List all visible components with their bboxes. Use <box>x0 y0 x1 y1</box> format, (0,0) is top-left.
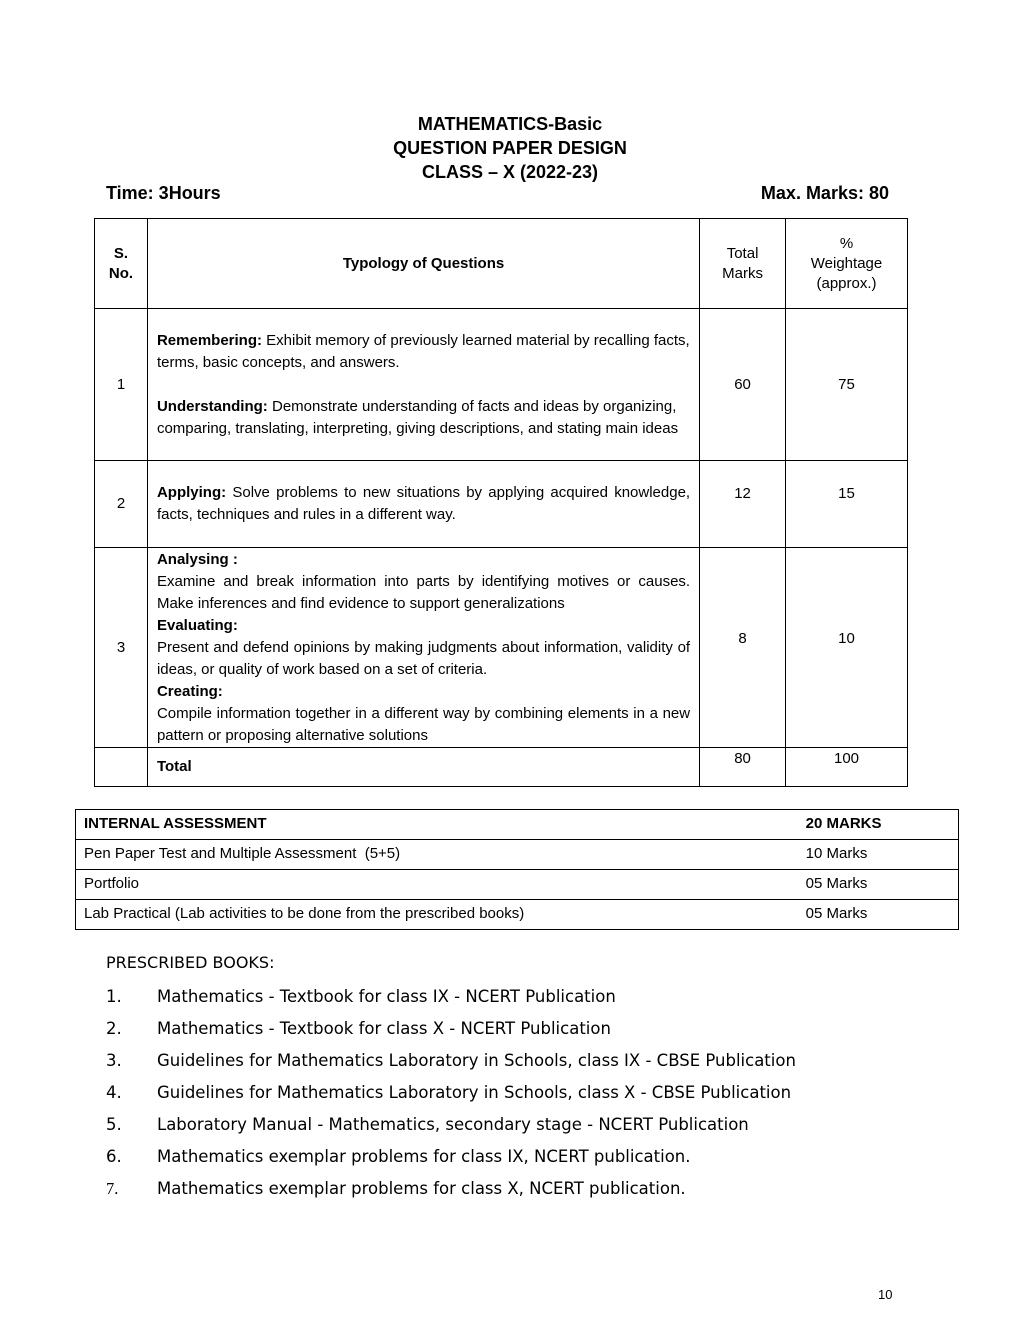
list-item: 3. Guidelines for Mathematics Laboratory in Schools, class IX - CBSE Publication <box>106 1051 796 1070</box>
header-weightage: % Weightage (approx.) <box>786 219 908 309</box>
total-row <box>95 748 908 787</box>
table-row <box>76 840 959 870</box>
table-row <box>95 548 908 748</box>
header-typology: Typology of Questions <box>147 219 699 309</box>
header-sno: S. No. <box>95 219 148 309</box>
document-title: MATHEMATICS-Basic <box>417 114 603 134</box>
time-label: Time: 3Hours <box>106 183 221 203</box>
typology-cell <box>147 548 699 748</box>
row-weightage: 10 <box>786 548 908 748</box>
assessment-item-marks: 10 Marks <box>798 840 959 870</box>
remembering-text: Remembering: Exhibit memory of previously learned material by recalling facts, terms, basic concepts, and answers. <box>156 331 690 371</box>
row-sno: 3 <box>95 548 148 748</box>
evaluating-label: Evaluating: <box>156 616 238 634</box>
creating-label: Creating: <box>156 682 223 700</box>
total-sno-empty <box>95 748 148 787</box>
assessment-header-row <box>76 810 959 840</box>
assessment-header-label: INTERNAL ASSESSMENT <box>76 810 798 840</box>
page-number: 10 <box>878 1287 893 1302</box>
assessment-item-label: Lab Practical (Lab activities to be done from the prescribed books) <box>76 900 798 930</box>
assessment-item-marks: 05 Marks <box>798 870 959 900</box>
row-marks: 12 <box>700 461 786 548</box>
list-item: 7. Mathematics exemplar problems for class X, NCERT publication. <box>106 1179 686 1198</box>
assessment-item-label: Portfolio <box>76 870 798 900</box>
row-weightage: 75 <box>786 309 908 461</box>
max-marks-label: Max. Marks: 80 <box>760 183 889 203</box>
row-marks: 8 <box>700 548 786 748</box>
understanding-text: Understanding: Demonstrate understanding of facts and ideas by organizing, comparing, translating, interpreting, giving descriptions, and stating main ideas <box>156 397 679 437</box>
prescribed-books <box>106 951 796 1205</box>
analysing-label: Analysing : <box>156 550 238 568</box>
typology-cell <box>147 309 699 461</box>
applying-text: Solve problems to new situations by applying acquired knowledge, facts, techniques and rules in a different way. <box>156 484 691 523</box>
row-marks: 60 <box>700 309 786 461</box>
table-row <box>95 461 908 548</box>
list-item: 2. Mathematics - Textbook for class X - NCERT Publication <box>106 1019 611 1038</box>
total-marks: 80 <box>700 748 786 787</box>
row-sno: 2 <box>95 461 148 548</box>
list-item: 5. Laboratory Manual - Mathematics, secondary stage - NCERT Publication <box>106 1115 749 1134</box>
applying-label: Applying: <box>156 484 227 501</box>
header-total-marks: Total Marks <box>700 219 786 309</box>
assessment-header-marks: 20 MARKS <box>798 810 959 840</box>
creating-text: Compile information together in a different way by combining elements in a new pattern or proposing alternative solutions <box>156 704 691 744</box>
row-weightage: 15 <box>786 461 908 548</box>
assessment-item-label: Pen Paper Test and Multiple Assessment (5+5) <box>76 840 798 870</box>
class-label: CLASS – X (2022-23) <box>421 162 599 182</box>
table-row <box>76 870 959 900</box>
table-header-row <box>95 219 908 309</box>
remembering-label: Remembering: <box>156 331 262 349</box>
understanding-label: Understanding: <box>156 397 268 415</box>
books-heading: PRESCRIBED BOOKS: <box>106 953 275 972</box>
list-item: 6. Mathematics exemplar problems for class IX, NCERT publication. <box>106 1147 691 1166</box>
total-weightage: 100 <box>786 748 908 787</box>
document-subtitle: QUESTION PAPER DESIGN <box>393 138 627 158</box>
analysing-text: Examine and break information into parts by identifying motives or causes. Make inferences and find evidence to support generalizations <box>156 572 691 612</box>
list-item: 4. Guidelines for Mathematics Laboratory in Schools, class X - CBSE Publication <box>106 1083 792 1102</box>
total-label: Total <box>147 748 699 787</box>
assessment-item-marks: 05 Marks <box>798 900 959 930</box>
list-item: 1. Mathematics - Textbook for class IX - NCERT Publication <box>106 987 616 1006</box>
table-row <box>95 309 908 461</box>
question-design-table <box>94 218 908 787</box>
table-row <box>76 900 959 930</box>
row-sno: 1 <box>95 309 148 461</box>
internal-assessment-table <box>75 809 959 930</box>
evaluating-text: Present and defend opinions by making judgments about information, validity of ideas, or quality of work based on a set of criteria. <box>156 638 691 678</box>
typology-cell <box>147 461 699 548</box>
